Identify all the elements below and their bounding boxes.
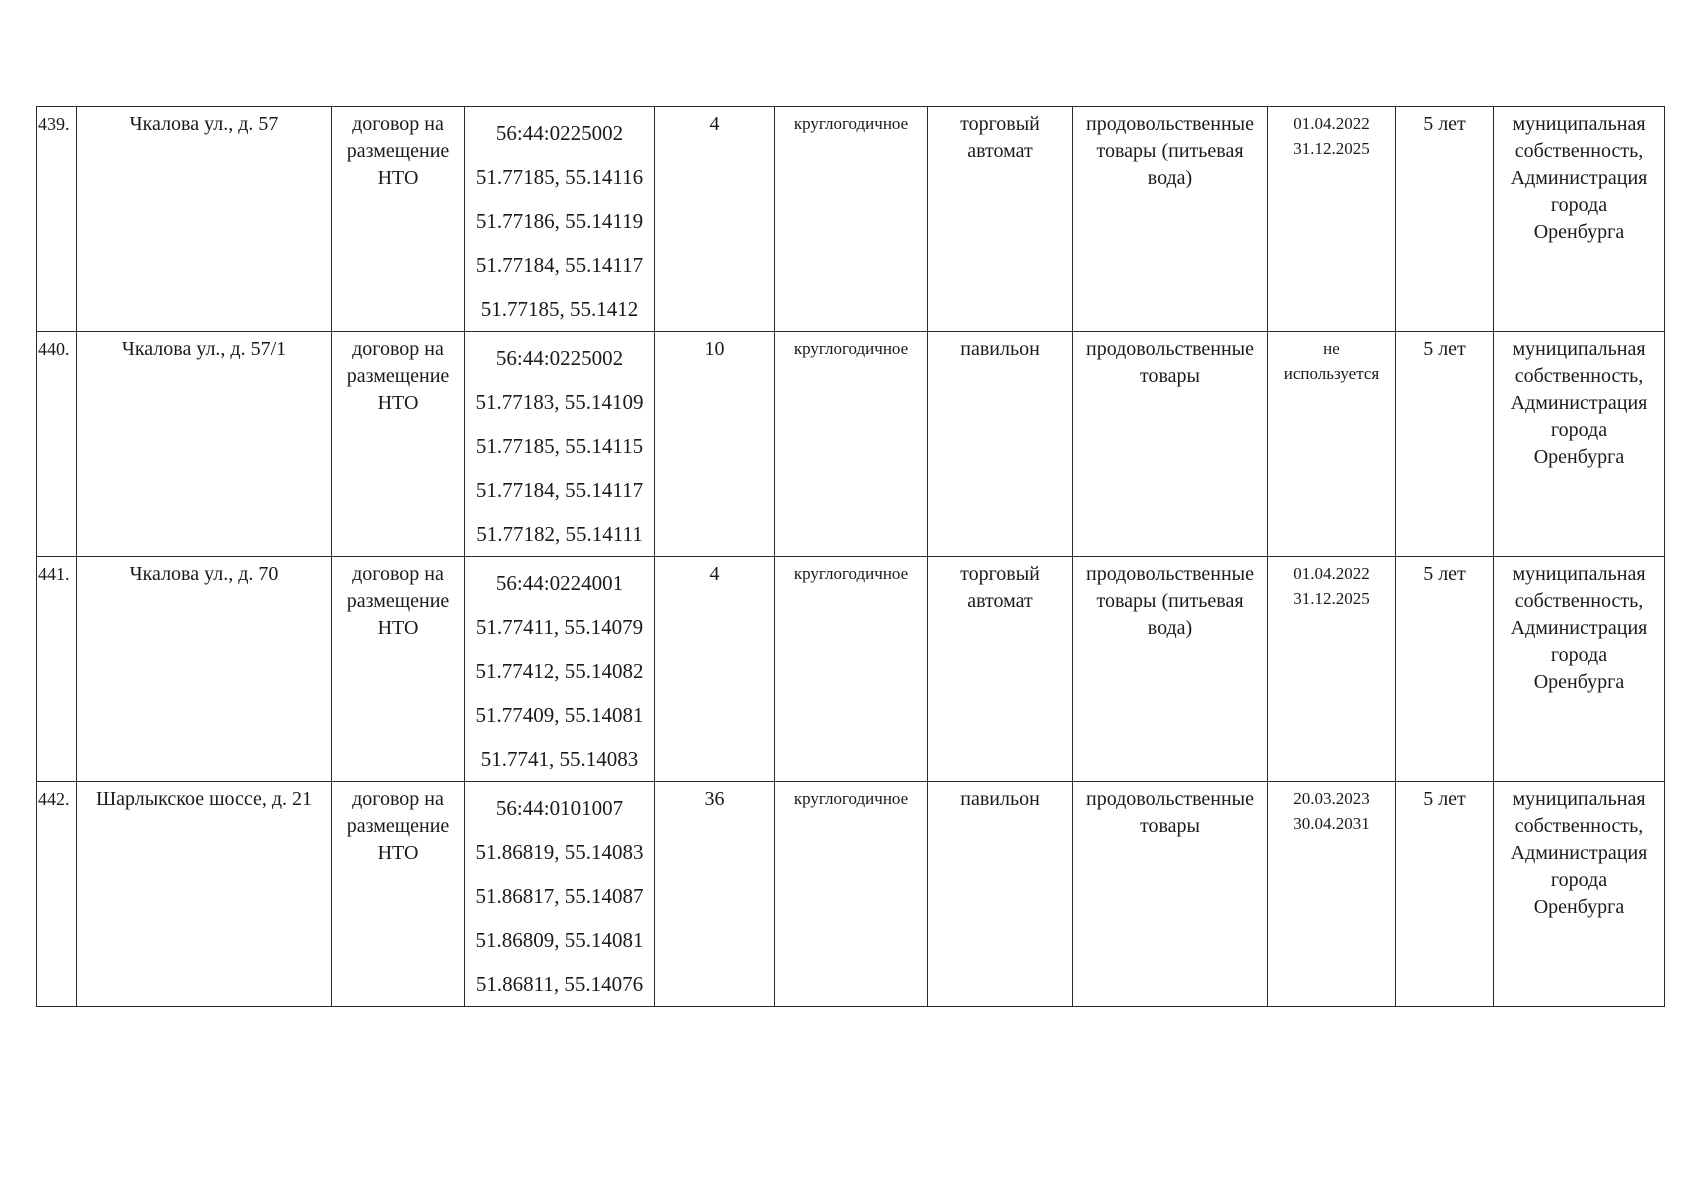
coordinate-pair: 51.77411, 55.14079 — [475, 615, 644, 639]
owner-cell-line: собственность, — [1514, 140, 1644, 162]
table-row — [37, 557, 1665, 782]
basis-cell-line: НТО — [377, 392, 419, 414]
area-cell: 10 — [655, 332, 775, 557]
address-cell: Шарлыкское шоссе, д. 21 — [77, 782, 332, 1007]
basis-cell — [332, 107, 465, 332]
row-number: 441. — [37, 557, 77, 782]
cadastral-number: 56:44:0225002 — [495, 121, 624, 145]
row-number: 440. — [37, 332, 77, 557]
row-number: 439. — [37, 107, 77, 332]
term-cell: 5 лет — [1396, 107, 1494, 332]
goods-cell-line: продовольственные — [1086, 788, 1254, 810]
dates-cell — [1268, 107, 1396, 332]
owner-cell-line: Администрация — [1510, 617, 1648, 639]
goods-cell-line: вода) — [1147, 617, 1193, 639]
period-cell: круглогодичное — [775, 332, 928, 557]
row-number: 442. — [37, 782, 77, 1007]
basis-cell — [332, 557, 465, 782]
dates-cell — [1268, 557, 1396, 782]
table-row — [37, 332, 1665, 557]
coordinates-cell — [465, 782, 655, 1007]
owner-cell — [1494, 332, 1665, 557]
period-cell: круглогодичное — [775, 557, 928, 782]
owner-cell-line: Оренбурга — [1533, 671, 1625, 693]
owner-cell-line: муниципальная — [1512, 788, 1646, 810]
nto-register-table — [36, 106, 1665, 1007]
period-cell: круглогодичное — [775, 782, 928, 1007]
address-cell: Чкалова ул., д. 57 — [77, 107, 332, 332]
coordinates-cell — [465, 557, 655, 782]
owner-cell-line: муниципальная — [1512, 338, 1646, 360]
basis-cell-line: размещение — [346, 815, 450, 837]
dates-cell-line: 30.04.2031 — [1293, 814, 1370, 833]
basis-cell — [332, 332, 465, 557]
coordinates-cell — [465, 107, 655, 332]
goods-cell — [1073, 782, 1268, 1007]
coordinate-pair: 51.77185, 55.14116 — [475, 165, 644, 189]
goods-cell-line: продовольственные — [1086, 563, 1254, 585]
dates-cell-line: не — [1323, 339, 1340, 358]
owner-cell-line: Администрация — [1510, 167, 1648, 189]
coordinate-pair: 51.86817, 55.14087 — [475, 884, 644, 908]
coordinate-pair: 51.77185, 55.14115 — [475, 434, 644, 458]
coordinate-pair: 51.77186, 55.14119 — [475, 209, 644, 233]
owner-cell-line: муниципальная — [1512, 113, 1646, 135]
table-body — [37, 107, 1665, 1007]
period-cell: круглогодичное — [775, 107, 928, 332]
coordinate-pair: 51.77182, 55.14111 — [476, 522, 643, 546]
object-type-cell-line: торговый — [960, 563, 1040, 585]
object-type-cell-line: автомат — [967, 590, 1033, 612]
basis-cell-line: размещение — [346, 140, 450, 162]
goods-cell-line: продовольственные — [1086, 113, 1254, 135]
object-type-cell — [928, 332, 1073, 557]
dates-cell-line: 31.12.2025 — [1293, 589, 1370, 608]
dates-cell-line: 31.12.2025 — [1293, 139, 1370, 158]
coordinate-pair: 51.77183, 55.14109 — [475, 390, 644, 414]
basis-cell-line: НТО — [377, 617, 419, 639]
object-type-cell — [928, 557, 1073, 782]
owner-cell-line: Оренбурга — [1533, 896, 1625, 918]
object-type-cell — [928, 782, 1073, 1007]
object-type-cell-line: павильон — [960, 788, 1040, 810]
owner-cell-line: города — [1550, 869, 1608, 891]
coordinate-pair: 51.77185, 55.1412 — [480, 297, 639, 321]
goods-cell-line: товары — [1140, 365, 1200, 387]
goods-cell — [1073, 557, 1268, 782]
address-cell: Чкалова ул., д. 57/1 — [77, 332, 332, 557]
object-type-cell-line: автомат — [967, 140, 1033, 162]
basis-cell-line: договор на — [352, 563, 444, 585]
coordinate-pair: 51.86809, 55.14081 — [475, 928, 644, 952]
owner-cell-line: города — [1550, 644, 1608, 666]
term-cell: 5 лет — [1396, 557, 1494, 782]
goods-cell-line: товары (питьевая — [1096, 590, 1244, 612]
basis-cell-line: размещение — [346, 365, 450, 387]
term-cell: 5 лет — [1396, 782, 1494, 1007]
term-cell: 5 лет — [1396, 332, 1494, 557]
basis-cell-line: договор на — [352, 113, 444, 135]
owner-cell — [1494, 782, 1665, 1007]
owner-cell — [1494, 557, 1665, 782]
owner-cell-line: собственность, — [1514, 815, 1644, 837]
coordinate-pair: 51.77184, 55.14117 — [475, 253, 644, 277]
coordinates-cell — [465, 332, 655, 557]
dates-cell-line: 20.03.2023 — [1293, 789, 1370, 808]
dates-cell — [1268, 332, 1396, 557]
dates-cell-line: используется — [1283, 364, 1380, 383]
cadastral-number: 56:44:0224001 — [495, 571, 624, 595]
owner-cell-line: города — [1550, 194, 1608, 216]
table-row — [37, 107, 1665, 332]
basis-cell-line: договор на — [352, 338, 444, 360]
coordinate-pair: 51.77184, 55.14117 — [475, 478, 644, 502]
dates-cell-line: 01.04.2022 — [1293, 114, 1370, 133]
area-cell: 4 — [655, 557, 775, 782]
object-type-cell-line: торговый — [960, 113, 1040, 135]
coordinate-pair: 51.77409, 55.14081 — [475, 703, 644, 727]
basis-cell-line: размещение — [346, 590, 450, 612]
basis-cell-line: НТО — [377, 167, 419, 189]
object-type-cell-line: павильон — [960, 338, 1040, 360]
basis-cell — [332, 782, 465, 1007]
table-row — [37, 782, 1665, 1007]
owner-cell-line: собственность, — [1514, 590, 1644, 612]
owner-cell-line: Оренбурга — [1533, 221, 1625, 243]
coordinate-pair: 51.7741, 55.14083 — [480, 747, 639, 771]
owner-cell-line: города — [1550, 419, 1608, 441]
coordinate-pair: 51.77412, 55.14082 — [475, 659, 644, 683]
address-cell: Чкалова ул., д. 70 — [77, 557, 332, 782]
owner-cell-line: муниципальная — [1512, 563, 1646, 585]
cadastral-number: 56:44:0101007 — [495, 796, 624, 820]
owner-cell-line: собственность, — [1514, 365, 1644, 387]
cadastral-number: 56:44:0225002 — [495, 346, 624, 370]
basis-cell-line: договор на — [352, 788, 444, 810]
dates-cell — [1268, 782, 1396, 1007]
dates-cell-line: 01.04.2022 — [1293, 564, 1370, 583]
coordinate-pair: 51.86819, 55.14083 — [475, 840, 644, 864]
goods-cell — [1073, 107, 1268, 332]
owner-cell-line: Администрация — [1510, 392, 1648, 414]
goods-cell — [1073, 332, 1268, 557]
object-type-cell — [928, 107, 1073, 332]
basis-cell-line: НТО — [377, 842, 419, 864]
area-cell: 36 — [655, 782, 775, 1007]
goods-cell-line: продовольственные — [1086, 338, 1254, 360]
owner-cell — [1494, 107, 1665, 332]
coordinate-pair: 51.86811, 55.14076 — [475, 972, 644, 996]
goods-cell-line: товары — [1140, 815, 1200, 837]
area-cell: 4 — [655, 107, 775, 332]
goods-cell-line: товары (питьевая — [1096, 140, 1244, 162]
goods-cell-line: вода) — [1147, 167, 1193, 189]
owner-cell-line: Оренбурга — [1533, 446, 1625, 468]
owner-cell-line: Администрация — [1510, 842, 1648, 864]
